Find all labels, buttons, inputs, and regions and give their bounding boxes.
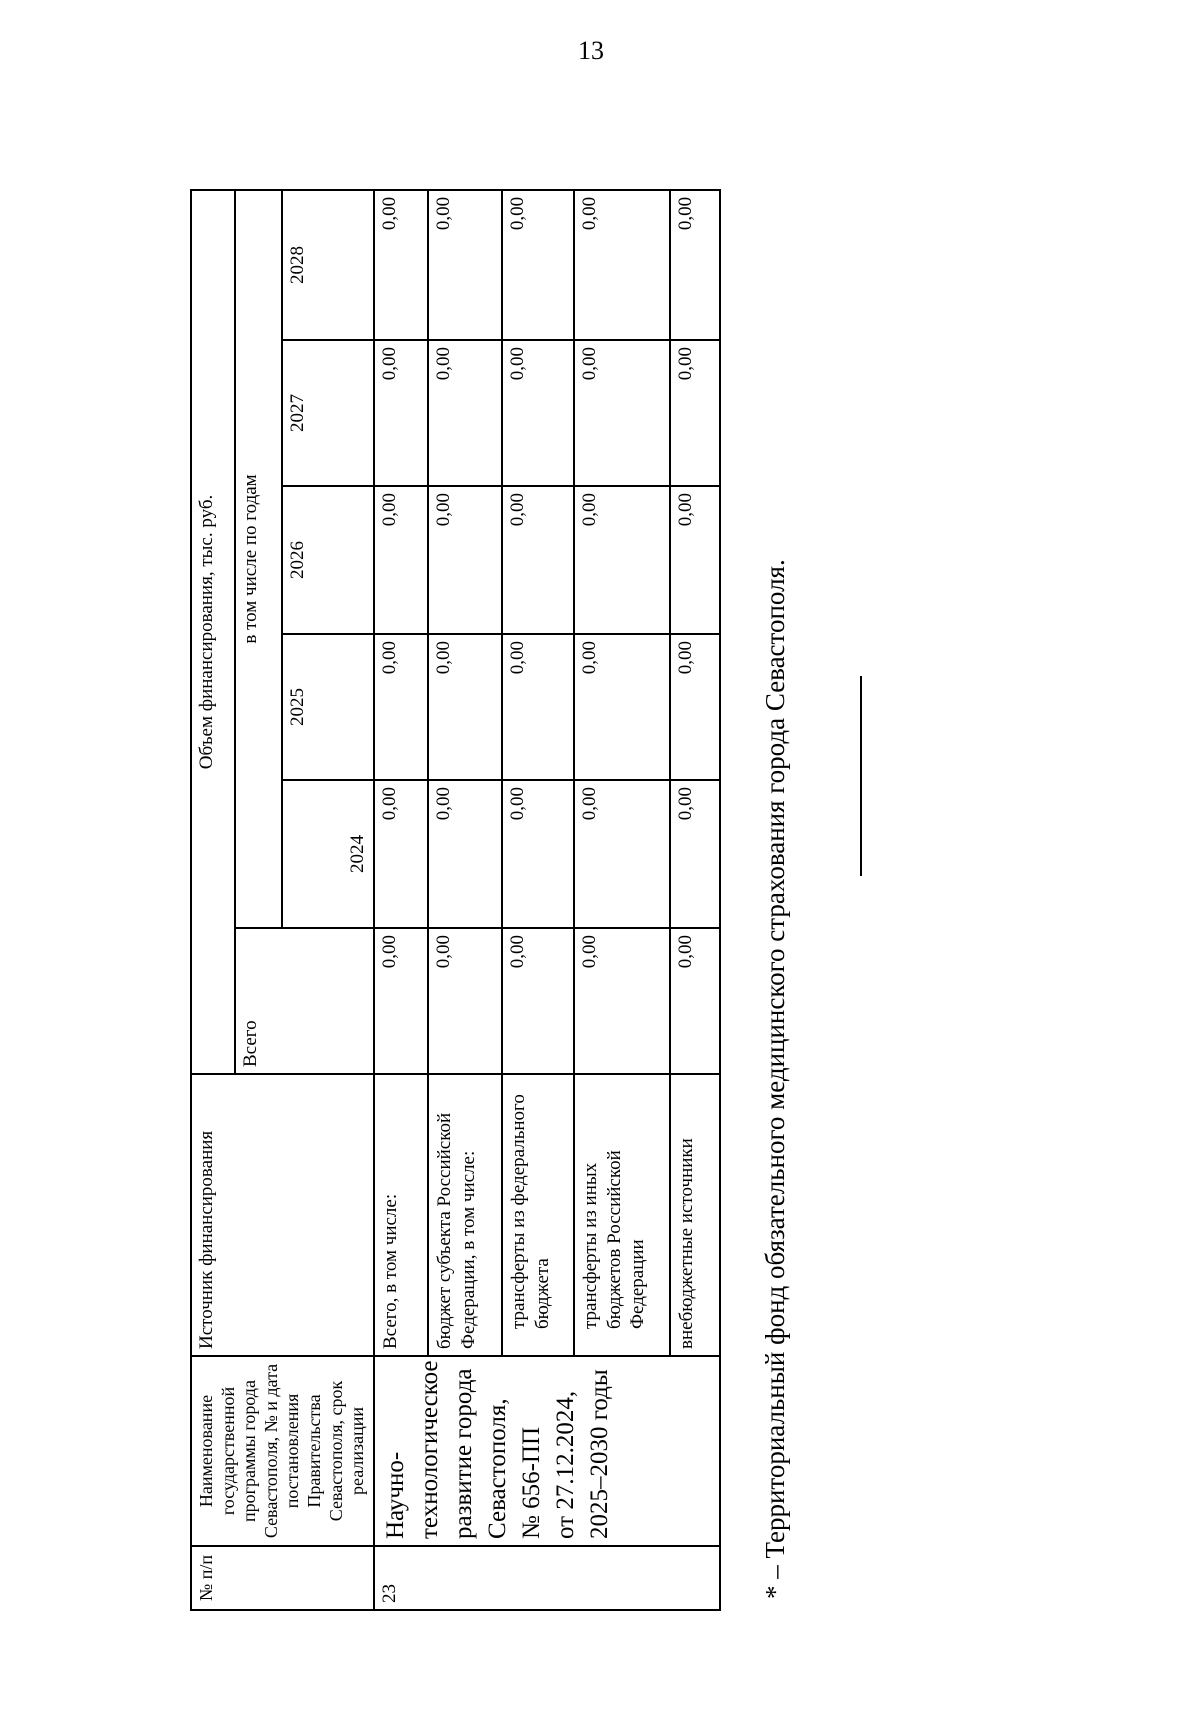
value-cell: 0,00: [574, 634, 670, 780]
program-name-line: Севастополя,: [483, 1398, 511, 1539]
header-year-2028: 2028: [282, 190, 374, 340]
value-cell: 0,00: [428, 780, 502, 928]
value-cell: 0,00: [670, 190, 720, 340]
program-name-line: Научно-: [381, 1451, 409, 1539]
program-name-cell: [374, 1356, 720, 1546]
value-cell: 0,00: [574, 190, 670, 340]
source-label: внебюджетные источники: [670, 1074, 720, 1356]
value-cell: 0,00: [670, 634, 720, 780]
header-source: Источник финансирования: [191, 1074, 374, 1356]
value-cell: 0,00: [670, 486, 720, 634]
value-cell: 0,00: [670, 780, 720, 928]
row-number: 23: [374, 1546, 720, 1610]
source-label: трансферты из иных бюджетов Российской Федерации: [574, 1074, 670, 1356]
header-year-2027: 2027: [282, 340, 374, 486]
header-year-2025: 2025: [282, 634, 374, 780]
separator-rule: [860, 676, 862, 876]
value-cell: 0,00: [574, 928, 670, 1074]
program-name-line: от 27.12.2024,: [551, 1390, 579, 1539]
source-label: бюджет субъекта Российской Федерации, в том числе:: [428, 1074, 502, 1356]
header-year-2026: 2026: [282, 486, 374, 634]
value-cell: 0,00: [428, 928, 502, 1074]
program-name-line: развитие города: [449, 1368, 477, 1539]
value-cell: 0,00: [574, 486, 670, 634]
header-total: Всего: [235, 928, 374, 1074]
header-by-years: в том числе по годам: [235, 190, 282, 928]
header-volume: Объем финансирования, тыс. руб.: [191, 190, 235, 1074]
table-row: [374, 190, 428, 1610]
value-cell: 0,00: [574, 340, 670, 486]
value-cell: 0,00: [502, 190, 574, 340]
program-name-line: технологическое: [415, 1360, 443, 1539]
value-cell: 0,00: [428, 634, 502, 780]
program-name-line: 2025–2030 годы: [585, 1369, 613, 1539]
rotated-page-content: [190, 131, 1200, 1611]
footnote: * – Территориальный фонд обязательного медицинского страхования города Севастополя.: [760, 559, 790, 1599]
header-program-name: Наименование государственной программы города Севастополя, № и дата постановления Правительства Севастополя, срок реализации: [191, 1356, 374, 1546]
value-cell: 0,00: [374, 780, 428, 928]
value-cell: 0,00: [502, 780, 574, 928]
value-cell: 0,00: [374, 340, 428, 486]
value-cell: 0,00: [374, 634, 428, 780]
header-number: № п/п: [191, 1546, 374, 1610]
value-cell: 0,00: [574, 780, 670, 928]
value-cell: 0,00: [502, 340, 574, 486]
value-cell: 0,00: [670, 928, 720, 1074]
value-cell: 0,00: [502, 486, 574, 634]
source-label: трансферты из федерального бюджета: [502, 1074, 574, 1356]
program-name-line: № 656-ПП: [517, 1426, 545, 1539]
value-cell: 0,00: [374, 928, 428, 1074]
value-cell: 0,00: [428, 486, 502, 634]
header-year-2024: 2024: [282, 780, 374, 928]
value-cell: 0,00: [670, 340, 720, 486]
value-cell: 0,00: [502, 928, 574, 1074]
value-cell: 0,00: [374, 190, 428, 340]
page-number: 13: [578, 36, 604, 65]
source-label: Всего, в том числе:: [374, 1074, 428, 1356]
value-cell: 0,00: [428, 190, 502, 340]
funding-table: [190, 189, 721, 1611]
value-cell: 0,00: [502, 634, 574, 780]
value-cell: 0,00: [374, 486, 428, 634]
value-cell: 0,00: [428, 340, 502, 486]
